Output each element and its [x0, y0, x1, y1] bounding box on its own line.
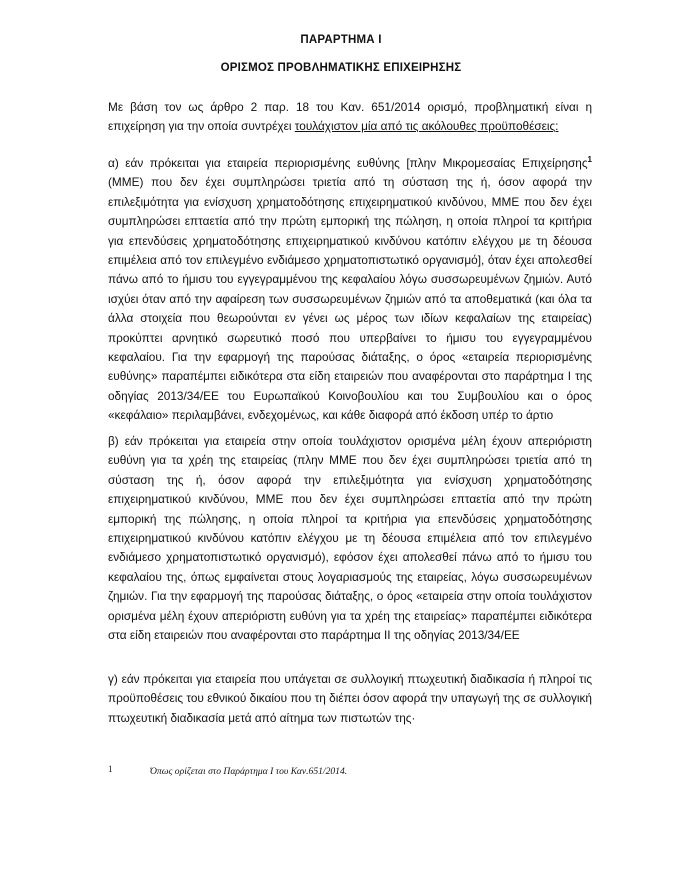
annex-title: ΠΑΡΑΡΤΗΜΑ Ι [300, 34, 382, 46]
intro-text: Με βάση τον ως άρθρο 2 παρ. 18 του Καν. 651/2014 ορισμό, προβληματική είναι η επιχείρηση για την οποία συντρέχει [108, 100, 592, 134]
intro-paragraph [108, 98, 592, 137]
footnote-reference: 1 [587, 155, 592, 164]
paragraph-b: β) εάν πρόκειται για εταιρεία στην οποία τουλάχιστον ορισμένα μέλη έχουν απεριόριστη ευθύνη για τα χρέη της εταιρείας (πλην ΜΜΕ που δεν έχει συμπληρώσει τριετία από τη σύσταση της ή, όσον αφορά την επιλεξιμότητα για ενίσχυση χρηματοδότησης επιχειρηματικού κινδύνου, ΜΜΕ που δεν έχει συμπληρώσει επταετία από την πρώτη εμπορική της πώλησης, η οποία πληροί τα κριτήρια για επενδύσεις χρηματοδότησης επιχειρηματικού κινδύνου κατόπιν ελέγχου με τη δέουσα επιμέλεια από τον επιλεγμένο ενδιάμεσο χρηματοπιστωτικό οργανισμό), εφόσον έχει απολεσθεί πάνω από το ήμισυ του κεφαλαίου της, όπως εμφαίνεται στους λογαριασμούς της εταιρείας, λόγω συσσωρευμένων ζημιών. Για την εφαρμογή της παρούσας διάταξης, ο όρος «εταιρεία στην οποία τουλάχιστον ορισμένα μέλη έχουν απεριόριστη ευθύνη για τα χρέη της εταιρείας» παραπέμπει ειδικότερα στα είδη εταιρειών που αναφέρονται στο παράρτημα II της οδηγίας 2013/34/ΕΕ [108, 434, 592, 643]
annex-subtitle: ΟΡΙΣΜΟΣ ΠΡΟΒΛΗΜΑΤΙΚΗΣ ΕΠΙΧΕΙΡΗΣΗΣ [220, 62, 462, 74]
footnote-text: Όπως ορίζεται στο Παράρτημα Ι του Καν.651/2014. [150, 766, 348, 777]
intro-underlined-text: τουλάχιστον μία από τις ακόλουθες προϋποθέσεις: [294, 119, 559, 134]
paragraph-a-part1: α) εάν πρόκειται για εταιρεία περιορισμένης ευθύνης [πλην Μικρομεσαίας Επιχείρησης [108, 156, 588, 170]
paragraph-a-part2: (ΜΜΕ) που δεν έχει συμπληρώσει τριετία από τη σύσταση της ή, όσον αφορά την επιλεξιμότητα για ενίσχυση χρηματοδότησης επιχειρηματικού κινδύνου, ΜΜΕ που δεν έχει συμπληρώσει επταετία από την πρώτη εμπορική της πώληση, η οποία πληροί τα κριτήρια για επενδύσεις χρηματοδότησης επιχειρηματικού κινδύνου κατόπιν ελέγχου με τη δέουσα επιμέλεια από τον επιλεγμένο ενδιάμεσο χρηματοπιστωτικό οργανισμό], όταν έχει απολεσθεί πάνω από το ήμισυ του εγγεγραμμένου της κεφαλαίου λόγω συσσωρευμένων ζημιών. Αυτό ισχύει όταν από την αφαίρεση των συσσωρευμένων ζημιών από τα αποθεματικά (και όλα τα άλλα στοιχεία που θεωρούνται εν γένει ως μέρος των ιδίων κεφαλαίων της εταιρείας) προκύπτει αρνητικό σωρευτικό ποσό που υπερβαίνει το ήμισυ του εγγεγραμμένου κεφαλαίου. Για την εφαρμογή της παρούσας διάταξης, ο όρος «εταιρεία περιορισμένης ευθύνης» παραπέμπει ειδικότερα στα είδη εταιρειών που αναφέρονται στο παράρτημα I της οδηγίας 2013/34/ΕΕ του Ευρωπαϊκού Κοινοβουλίου και του Συμβουλίου και ο όρος «κεφάλαιο» περιλαμβάνει, ενδεχομένως, και κάθε διαφορά από έκδοση υπέρ το άρτιο [108, 175, 592, 423]
footnote-number: 1 [108, 764, 113, 774]
paragraph-a [108, 154, 592, 426]
paragraph-c: γ) εάν πρόκειται για εταιρεία που υπάγεται σε συλλογική πτωχευτική διαδικασία ή πληροί τις προϋποθέσεις του εθνικού δικαίου που τη διέπει όσον αφορά την υπαγωγή της σε συλλογική πτωχευτική διαδικασία μετά από αίτημα των πιστωτών της· [108, 672, 592, 725]
